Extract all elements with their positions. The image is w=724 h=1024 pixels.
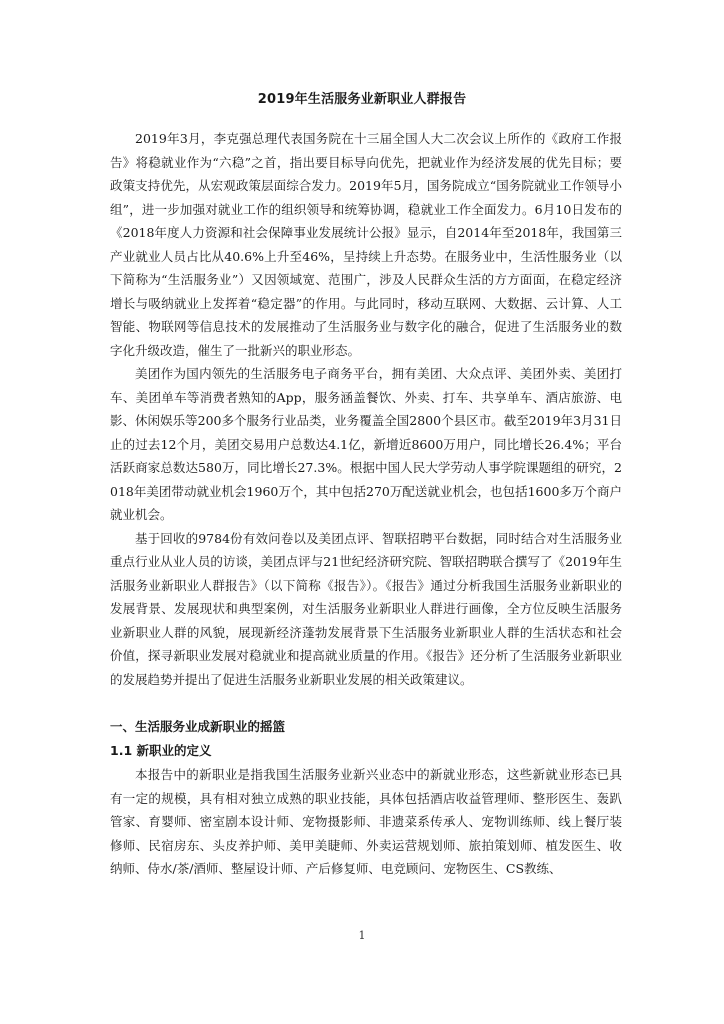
intro-paragraph-3: 基于回收的9784份有效问卷以及美团点评、智联招聘平台数据，同时结合对生活服务业重点行业从业人员的访谈，美团点评与21世纪经济研究院、智联招聘联合撰写了《2019年生活服务业新职业人群报告》（以下简称《报告》）。《报告》通过分析我国生活服务业新职业的发展背景、发展现状和典型案例，对生活服务业新职业人群进行画像，全方位反映生活服务业新职业人群的风貌，展现新经济蓬勃发展背景下生活服务业新职业人群的生活状态和社会价值，探寻新职业发展对稳就业和提高就业质量的作用。《报告》还分析了生活服务业新职业的发展趋势并提出了促进生活服务业新职业发展的相关政策建议。: [110, 530, 622, 687]
subsection-heading: 1.1 新职业的定义: [110, 743, 212, 758]
intro-paragraph-2: 美团作为国内领先的生活服务电子商务平台，拥有美团、大众点评、美团外卖、美团打车、美团单车等消费者熟知的App，服务涵盖餐饮、外卖、打车、共享单车、酒店旅游、电影、休闲娱乐等200多个服务行业品类，业务覆盖全国2800个县区市。截至2019年3月31日止的过去12个月，美团交易用户总数达4.1亿，新增近8600万用户，同比增长26.4%；平台活跃商家总数达580万，同比增长27.3%。根据中国人民大学劳动人事学院课题组的研究，2018年美团带动就业机会1960万个，其中包括270万配送就业机会，也包括1600多万个商户就业机会。: [110, 366, 622, 522]
section-heading: 一、生活服务业成新职业的摇篮: [110, 719, 286, 734]
section-spacer: [110, 691, 622, 715]
intro-paragraph-1: 2019年3月，李克强总理代表国务院在十三届全国人大二次会议上所作的《政府工作报告》将稳就业作为“六稳”之首，指出要目标导向优先，把就业作为经济发展的优先目标；要政策支持优先，从宏观政策层面综合发力。2019年5月，国务院成立“国务院就业工作领导小组”，进一步加强对就业工作的组织领导和统筹协调，稳就业工作全面发力。6月10日发布的《2018年度人力资源和社会保障事业发展统计公报》显示，自2014年至2018年，我国第三产业就业人员占比从40.6%上升至46%，呈持续上升态势。在服务业中，生活性服务业（以下简称为“生活服务业”）又因领域宽、范围广，涉及人民群众生活的方方面面，在稳定经济增长与吸纳就业上发挥着“稳定器”的作用。与此同时，移动互联网、大数据、云计算、人工智能、物联网等信息技术的发展推动了生活服务业与数字化的融合，促进了生活服务业的数字化升级改造，催生了一批新兴的职业形态。: [110, 131, 622, 358]
document-title: 2019年生活服务业新职业人群报告: [257, 92, 467, 107]
page-number: 1: [358, 929, 366, 942]
section-paragraph: 本报告中的新职业是指我国生活服务业新兴业态中的新就业形态，这些新就业形态已具有一定的规模，具有相对独立成熟的职业技能，具体包括酒店收益管理师、整形医生、轰趴管家、育婴师、密室剧本设计师、宠物摄影师、非遗菜系传承人、宠物训练师、线上餐厅装修师、民宿房东、头皮养护师、美甲美睫师、外卖运营规划师、旅拍策划师、植发医生、收纳师、侍水/茶/酒师、整屋设计师、产后修复师、电竞顾问、宠物医生、CS教练、: [110, 767, 622, 876]
document-body: [110, 127, 622, 881]
